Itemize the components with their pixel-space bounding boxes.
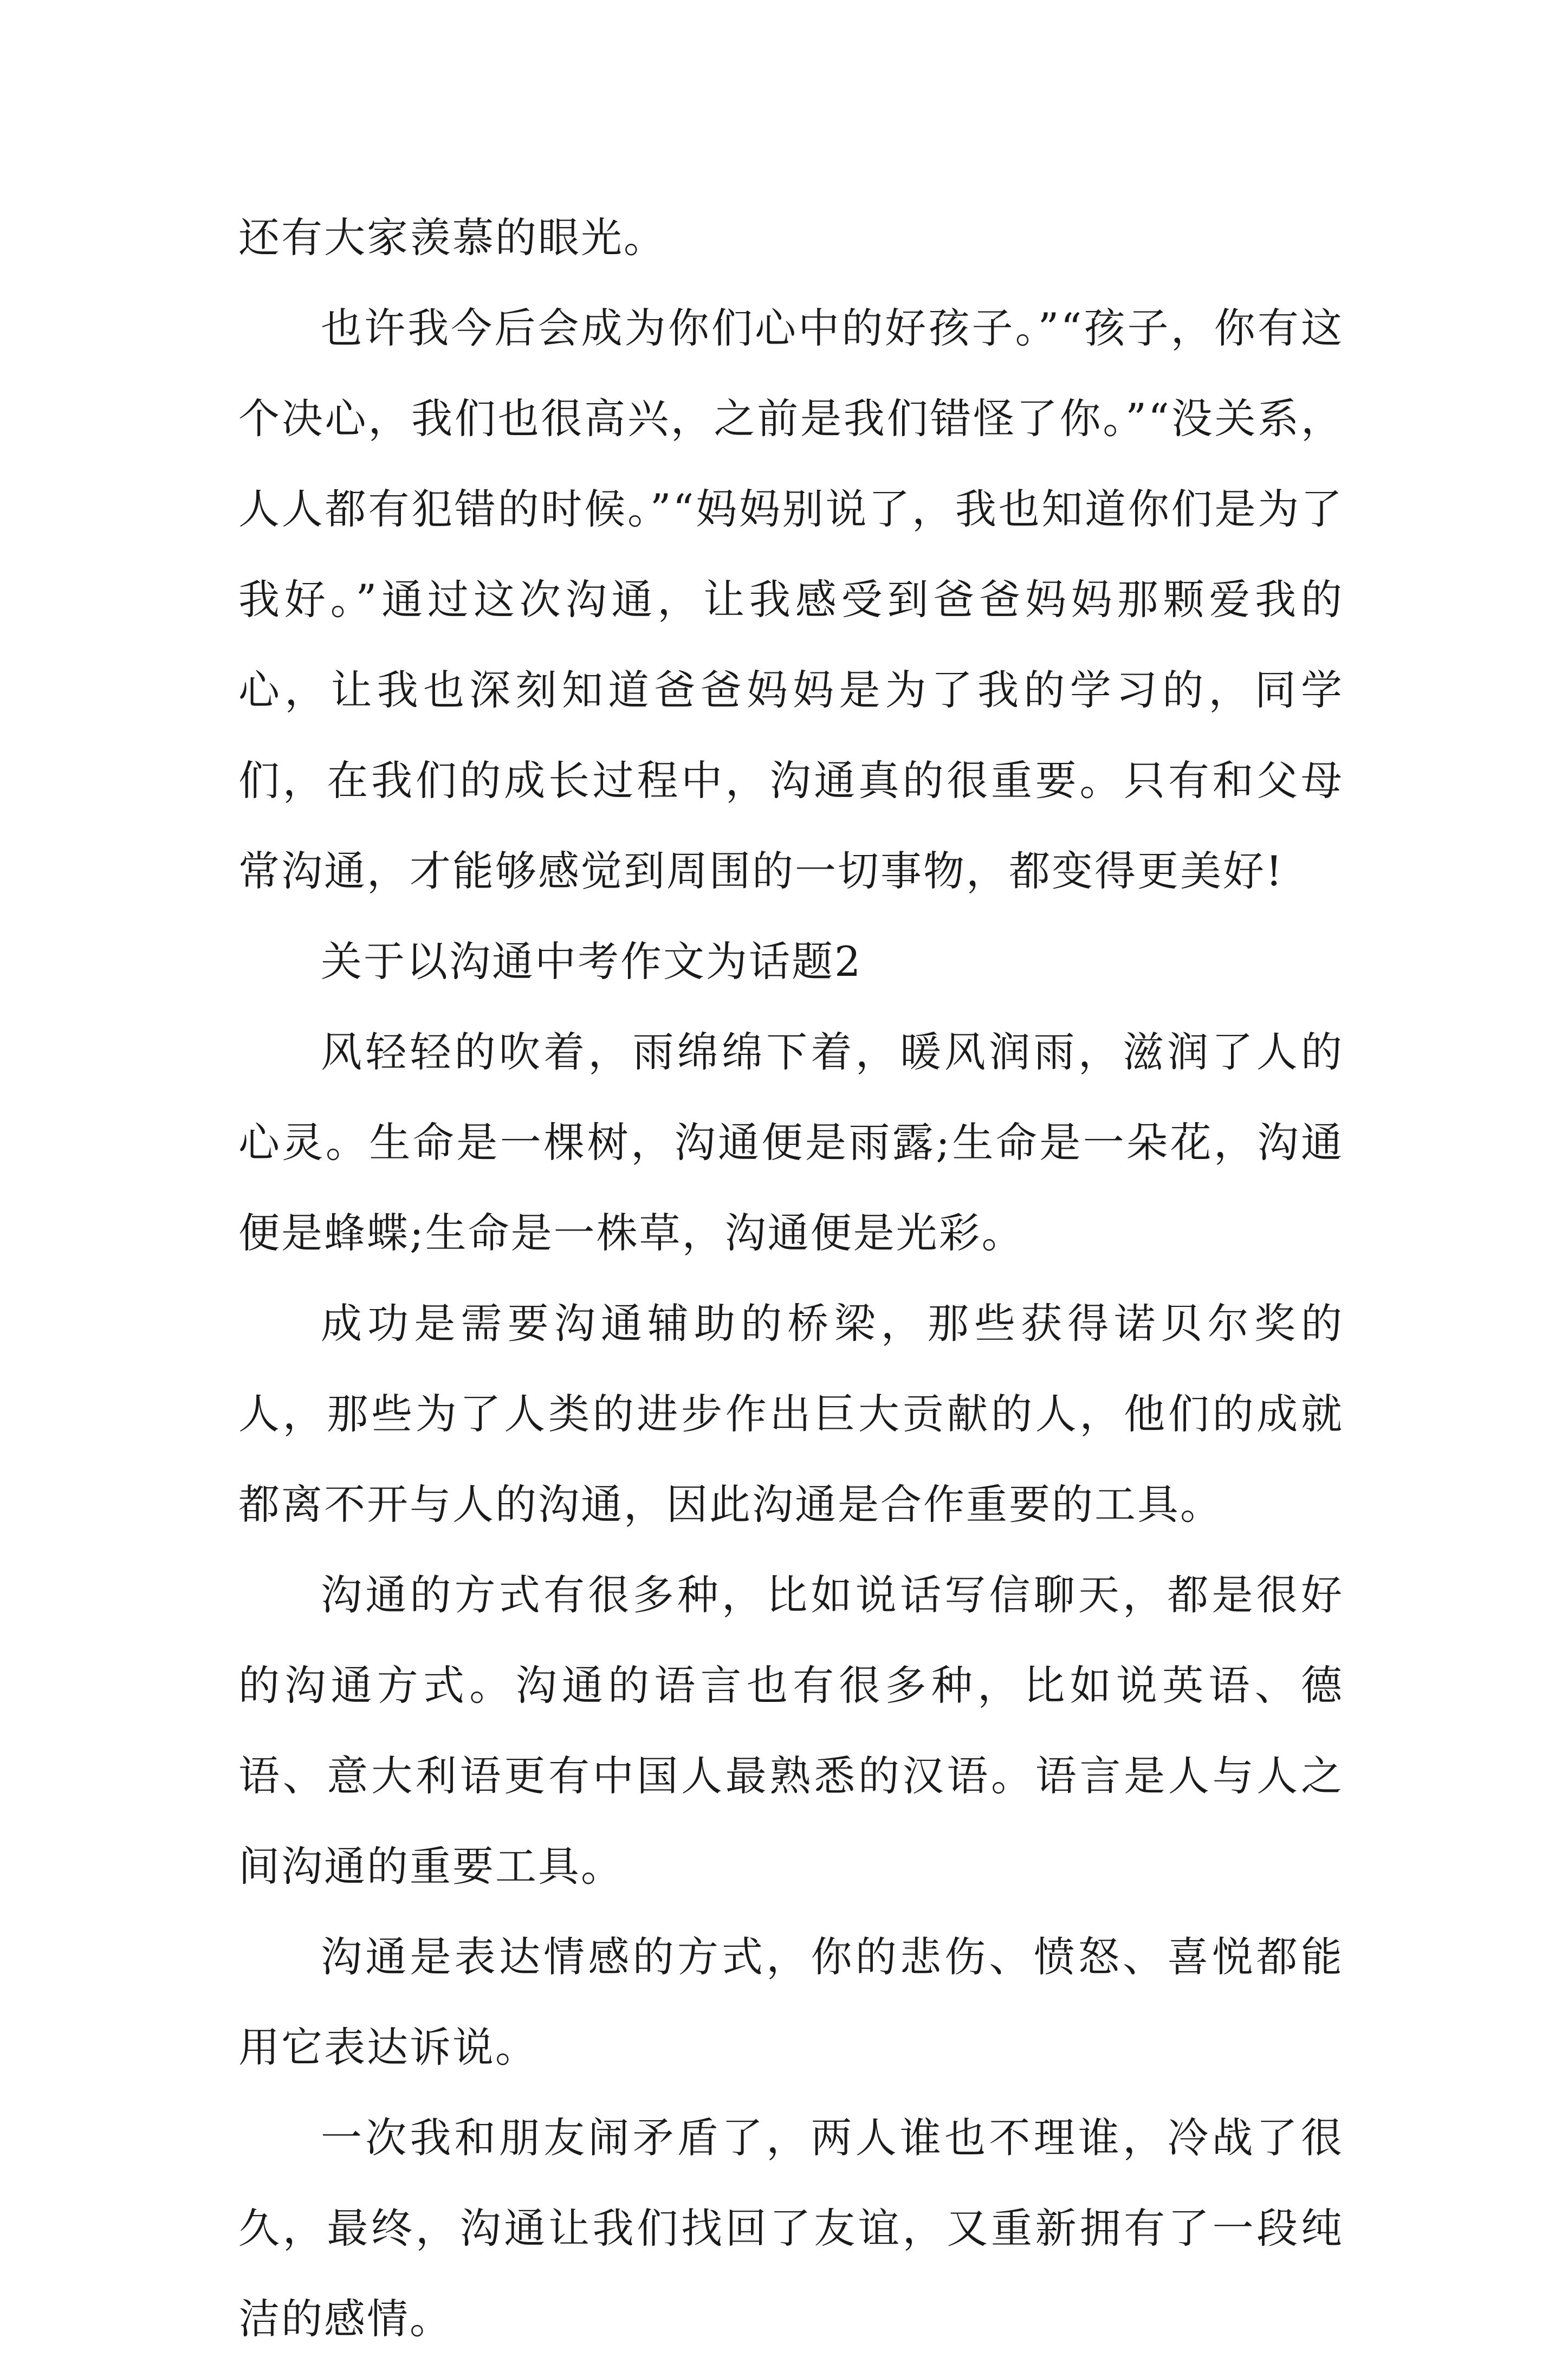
paragraph-friendship: 一次我和朋友闹矛盾了，两人谁也不理谁，冷战了很久，最终，沟通让我们找回了友谊，又重新拥有了一段纯洁的感情。 xyxy=(238,2114,1344,2343)
paragraph-dialogue: 也许我今后会成为你们心中的好孩子。”“孩子，你有这个决心，我们也很高兴，之前是我们错怪了你。”“没关系，人人都有犯错的时候。”“妈妈别说了，我也知道你们是为了我好。”通过这次沟通，让我感受到爸爸妈妈那颗爱我的心，让我也深刻知道爸爸妈妈是为了我的学习的，同学们，在我们的成长过程中，沟通真的很重要。只有和父母常沟通，才能够感觉到周围的一切事物，都变得更美好! xyxy=(238,304,1344,895)
paragraph-emotion: 沟通是表达情感的方式，你的悲伤、愤怒、喜悦都能用它表达诉说。 xyxy=(238,1933,1344,2071)
paragraph-success: 成功是需要沟通辅助的桥梁，那些获得诺贝尔奖的人，那些为了人类的进步作出巨大贡献的人，他们的成就都离不开与人的沟通，因此沟通是合作重要的工具。 xyxy=(238,1299,1344,1528)
paragraph-methods: 沟通的方式有很多种，比如说话写信聊天，都是很好的沟通方式。沟通的语言也有很多种，比如说英语、德语、意大利语更有中国人最熟悉的汉语。语言是人与人之间沟通的重要工具。 xyxy=(238,1571,1344,1890)
paragraph-metaphor: 风轻轻的吹着，雨绵绵下着，暖风润雨，滋润了人的心灵。生命是一棵树，沟通便是雨露;生命是一朵花，沟通便是蜂蝶;生命是一株草，沟通便是光彩。 xyxy=(238,1028,1344,1257)
document-body xyxy=(238,192,1344,2364)
paragraph-continuation: 还有大家羡慕的眼光。 xyxy=(238,213,666,262)
essay-heading: 关于以沟通中考作文为话题2 xyxy=(321,937,863,986)
